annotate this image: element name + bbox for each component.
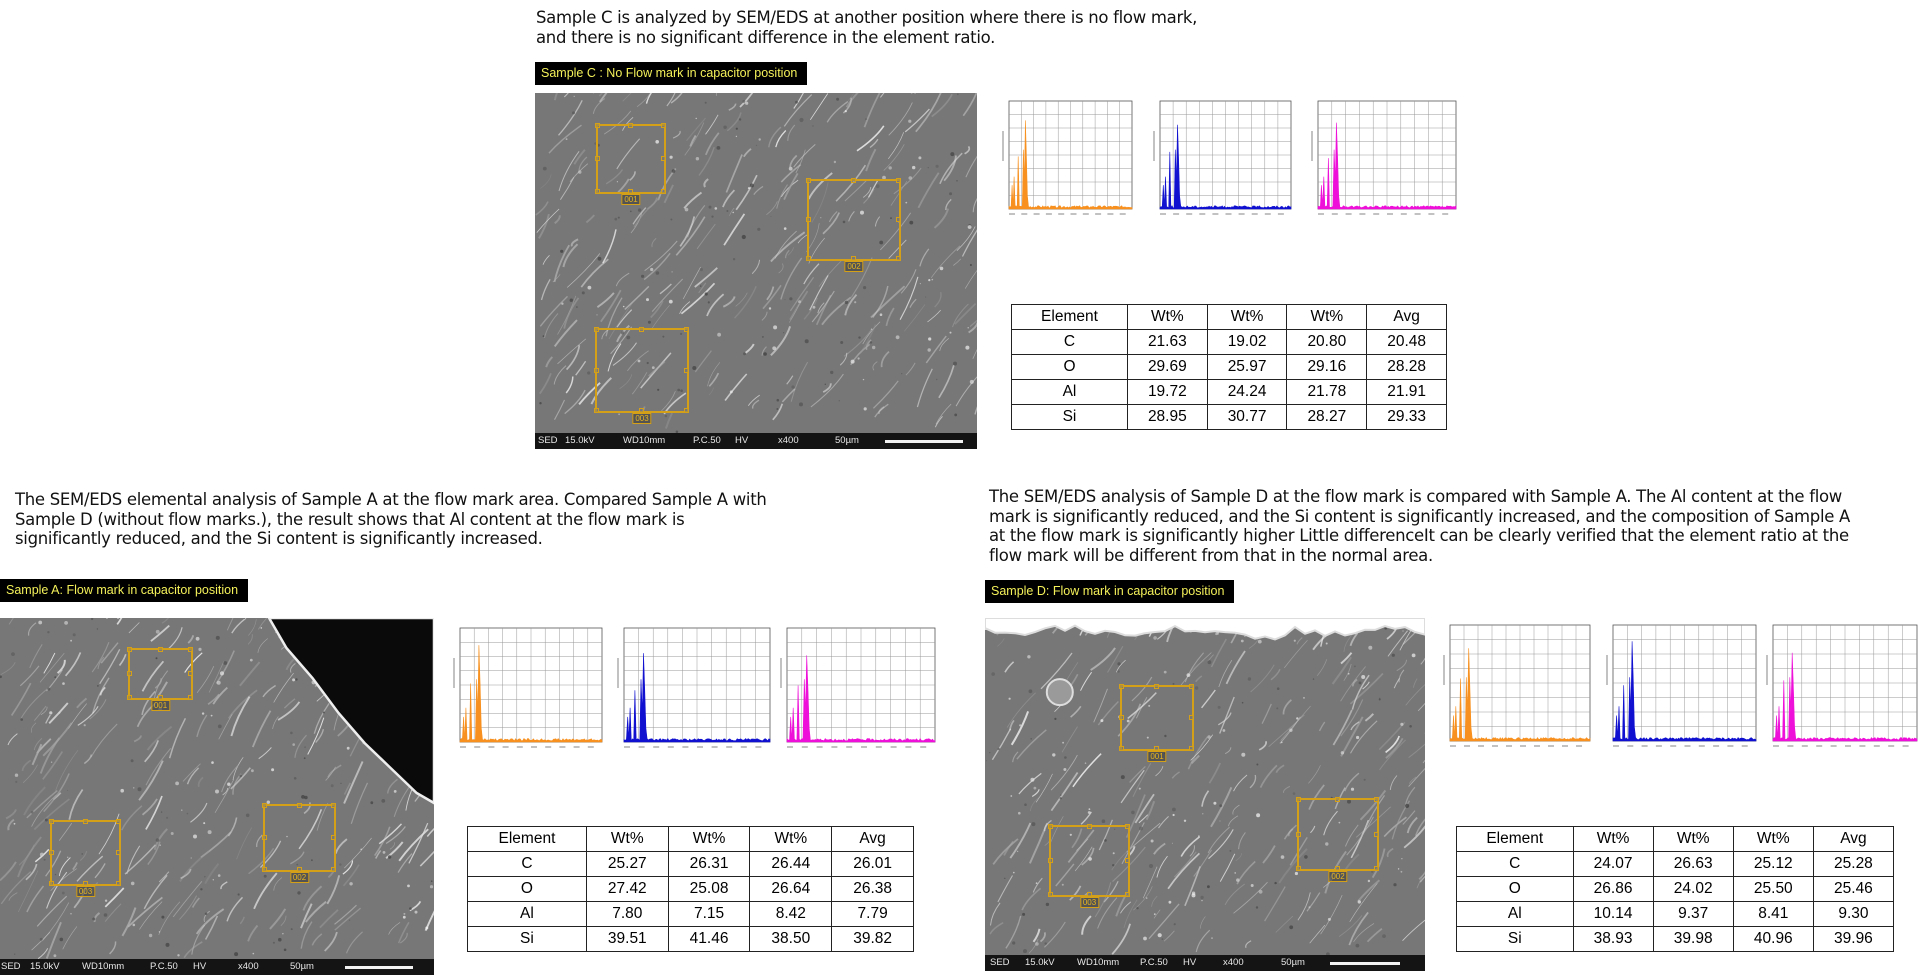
- sem-wd: WD10mm: [82, 961, 125, 972]
- sem-scale: 50µm: [290, 961, 314, 972]
- sem-mode: SED: [990, 957, 1010, 968]
- roi-handle: [116, 819, 121, 824]
- table-cell: Al: [1012, 380, 1128, 405]
- table-cell: 39.82: [832, 927, 914, 952]
- table-row: [1457, 852, 1894, 877]
- roi-box-2: [1297, 798, 1379, 881]
- sem-mode: SED: [1, 961, 21, 972]
- sem-hv: HV: [735, 435, 749, 446]
- sample-c-eds-table: [1011, 304, 1447, 430]
- sample-c-sem-image: [535, 93, 977, 449]
- table-cell: 25.46: [1813, 877, 1893, 902]
- paragraph-line: flow mark will be different from that in the normal area.: [989, 545, 1433, 565]
- sample-c-label: Sample C : No Flow mark in capacitor position: [535, 62, 807, 85]
- paragraph-line: Sample C is analyzed by SEM/EDS at another position where there is no flow mark,: [536, 8, 1198, 27]
- sem-info-bar: [0, 959, 434, 975]
- sem-scale: 50µm: [835, 435, 859, 446]
- table-cell: 10.14: [1573, 902, 1653, 927]
- roi-handle: [1296, 797, 1301, 802]
- table-row: [1012, 355, 1447, 380]
- table-cell: 20.80: [1287, 330, 1367, 355]
- roi-handle: [594, 368, 599, 373]
- roi-handle: [1189, 746, 1194, 751]
- roi-handle: [127, 695, 132, 700]
- roi-handle: [1087, 824, 1092, 829]
- column-header: Avg: [832, 827, 914, 852]
- sem-kv: 15.0kV: [565, 435, 595, 446]
- roi-box-2: [263, 804, 336, 882]
- sem-wd: WD10mm: [1077, 957, 1120, 968]
- roi-handle: [1119, 715, 1124, 720]
- roi-handle: [661, 189, 666, 194]
- column-header: Wt%: [1653, 827, 1733, 852]
- sample-a-label: Sample A: Flow mark in capacitor position: [0, 579, 248, 602]
- table-cell: 9.37: [1653, 902, 1733, 927]
- roi-handle: [806, 217, 811, 222]
- roi-handle: [1119, 746, 1124, 751]
- sample-d-description: [989, 487, 1850, 565]
- roi-handle: [628, 123, 633, 128]
- table-cell: 7.15: [668, 902, 750, 927]
- roi-handle: [896, 178, 901, 183]
- roi-handle: [83, 819, 88, 824]
- roi-handle: [1374, 866, 1379, 871]
- table-cell: 21.63: [1127, 330, 1207, 355]
- table-cell: 39.96: [1813, 927, 1893, 952]
- roi-handle: [806, 256, 811, 261]
- table-cell: 29.69: [1127, 355, 1207, 380]
- paragraph-line: and there is no significant difference in the element ratio.: [536, 27, 996, 47]
- sample-d-sem-image: [985, 618, 1425, 971]
- sem-pc: P.C.50: [150, 961, 178, 972]
- eds-spectrum-2: [1150, 93, 1295, 227]
- table-cell: 26.44: [750, 852, 832, 877]
- table-cell: Si: [1012, 405, 1128, 430]
- roi-tag: 001: [621, 194, 640, 205]
- table-cell: 7.79: [832, 902, 914, 927]
- column-header: Element: [468, 827, 587, 852]
- sem-kv: 15.0kV: [30, 961, 60, 972]
- table-cell: C: [1012, 330, 1128, 355]
- table-cell: C: [1457, 852, 1574, 877]
- table-cell: O: [1457, 877, 1574, 902]
- sem-info-bar: [985, 955, 1425, 971]
- roi-handle: [1154, 746, 1159, 751]
- sample-a-eds-table: [467, 826, 914, 952]
- roi-handle: [661, 123, 666, 128]
- roi-handle: [49, 881, 54, 886]
- roi-handle: [684, 327, 689, 332]
- table-cell: 30.77: [1207, 405, 1287, 430]
- table-cell: 26.86: [1573, 877, 1653, 902]
- roi-handle: [684, 368, 689, 373]
- roi-handle: [1087, 892, 1092, 897]
- sem-pc: P.C.50: [693, 435, 721, 446]
- roi-handle: [188, 647, 193, 652]
- table-cell: 38.93: [1573, 927, 1653, 952]
- table-cell: 25.28: [1813, 852, 1893, 877]
- column-header: Wt%: [1287, 305, 1367, 330]
- roi-handle: [628, 189, 633, 194]
- roi-tag: 002: [1328, 871, 1347, 882]
- roi-handle: [1154, 684, 1159, 689]
- column-header: Element: [1012, 305, 1128, 330]
- column-header: Avg: [1813, 827, 1893, 852]
- roi-handle: [896, 217, 901, 222]
- roi-box-3: [1049, 825, 1130, 907]
- sem-mag: x400: [238, 961, 259, 972]
- roi-handle: [1048, 858, 1053, 863]
- table-cell: 8.41: [1733, 902, 1813, 927]
- table-row: [468, 877, 914, 902]
- column-header: Wt%: [1573, 827, 1653, 852]
- column-header: Wt%: [586, 827, 668, 852]
- table-cell: 25.50: [1733, 877, 1813, 902]
- paragraph-line: mark is significantly reduced, and the Si content is significantly increased, and the composition of Sample A: [989, 506, 1851, 526]
- sem-mag: x400: [778, 435, 799, 446]
- roi-handle: [83, 881, 88, 886]
- eds-spectrum-3: [777, 620, 939, 760]
- roi-handle: [1125, 824, 1130, 829]
- table-cell: 41.46: [668, 927, 750, 952]
- roi-tag: 003: [632, 413, 651, 424]
- roi-handle: [49, 850, 54, 855]
- table-row: [468, 927, 914, 952]
- roi-tag: 001: [151, 700, 170, 711]
- table-cell: 20.48: [1367, 330, 1447, 355]
- roi-handle: [851, 178, 856, 183]
- sample-d-eds-table: [1456, 826, 1894, 952]
- sem-hv: HV: [193, 961, 207, 972]
- roi-handle: [1374, 832, 1379, 837]
- table-cell: 27.42: [586, 877, 668, 902]
- roi-handle: [158, 647, 163, 652]
- table-cell: 26.63: [1653, 852, 1733, 877]
- scale-bar: [1330, 962, 1400, 965]
- roi-handle: [806, 178, 811, 183]
- sem-hv: HV: [1183, 957, 1197, 968]
- sem-scale: 50µm: [1281, 957, 1305, 968]
- roi-handle: [262, 803, 267, 808]
- table-cell: 40.96: [1733, 927, 1813, 952]
- table-cell: C: [468, 852, 587, 877]
- roi-handle: [49, 819, 54, 824]
- eds-spectrum-1: [999, 93, 1136, 227]
- table-cell: Al: [1457, 902, 1574, 927]
- table-cell: 9.30: [1813, 902, 1893, 927]
- table-row: [468, 902, 914, 927]
- roi-tag: 001: [1147, 751, 1166, 762]
- column-header: Wt%: [1127, 305, 1207, 330]
- roi-handle: [1119, 684, 1124, 689]
- roi-handle: [595, 189, 600, 194]
- column-header: Wt%: [750, 827, 832, 852]
- roi-handle: [1048, 892, 1053, 897]
- sem-wd: WD10mm: [623, 435, 666, 446]
- table-cell: Si: [1457, 927, 1574, 952]
- column-header: Wt%: [668, 827, 750, 852]
- scale-bar: [345, 966, 413, 969]
- scale-bar: [885, 440, 963, 443]
- table-cell: 8.42: [750, 902, 832, 927]
- roi-handle: [297, 803, 302, 808]
- sample-a-description: [15, 490, 767, 549]
- table-header-row: [1457, 827, 1894, 852]
- paragraph-line: The SEM/EDS analysis of Sample D at the flow mark is compared with Sample A. The Al content at the flow: [989, 487, 1842, 506]
- column-header: Element: [1457, 827, 1574, 852]
- roi-handle: [1374, 797, 1379, 802]
- table-cell: 7.80: [586, 902, 668, 927]
- table-row: [1457, 927, 1894, 952]
- table-cell: 21.78: [1287, 380, 1367, 405]
- roi-handle: [116, 850, 121, 855]
- roi-handle: [127, 647, 132, 652]
- sample-d-label: Sample D: Flow mark in capacitor position: [985, 580, 1234, 603]
- table-cell: 29.33: [1367, 405, 1447, 430]
- table-cell: 38.50: [750, 927, 832, 952]
- table-cell: 25.12: [1733, 852, 1813, 877]
- table-cell: 26.64: [750, 877, 832, 902]
- roi-tag: 003: [76, 886, 95, 897]
- table-cell: 26.01: [832, 852, 914, 877]
- table-cell: O: [468, 877, 587, 902]
- table-row: [1012, 405, 1447, 430]
- table-row: [1457, 902, 1894, 927]
- roi-handle: [595, 123, 600, 128]
- sem-texture: [0, 618, 434, 975]
- column-header: Wt%: [1207, 305, 1287, 330]
- table-cell: 25.08: [668, 877, 750, 902]
- roi-box-1: [596, 124, 666, 204]
- roi-handle: [116, 881, 121, 886]
- roi-tag: 002: [844, 261, 863, 272]
- roi-handle: [1296, 832, 1301, 837]
- roi-handle: [331, 803, 336, 808]
- roi-box-2: [807, 179, 901, 271]
- sem-kv: 15.0kV: [1025, 957, 1055, 968]
- sample-a-sem-image: [0, 618, 434, 975]
- roi-handle: [1335, 797, 1340, 802]
- roi-handle: [188, 671, 193, 676]
- eds-spectrum-2: [1603, 617, 1760, 759]
- sem-mode: SED: [538, 435, 558, 446]
- table-cell: O: [1012, 355, 1128, 380]
- roi-handle: [158, 695, 163, 700]
- table-cell: 25.27: [586, 852, 668, 877]
- table-cell: 21.91: [1367, 380, 1447, 405]
- paragraph-line: at the flow mark is significantly higher Little differenceIt can be clearly verified that the element ratio at the: [989, 526, 1849, 545]
- table-cell: Al: [468, 902, 587, 927]
- roi-handle: [1189, 684, 1194, 689]
- eds-spectrum-3: [1763, 617, 1921, 759]
- table-cell: 26.31: [668, 852, 750, 877]
- table-row: [1012, 380, 1447, 405]
- table-cell: 28.95: [1127, 405, 1207, 430]
- table-header-row: [468, 827, 914, 852]
- table-cell: 24.02: [1653, 877, 1733, 902]
- table-cell: 29.16: [1287, 355, 1367, 380]
- roi-handle: [639, 408, 644, 413]
- sem-pc: P.C.50: [1140, 957, 1168, 968]
- roi-handle: [595, 156, 600, 161]
- roi-box-1: [128, 648, 193, 710]
- table-header-row: [1012, 305, 1447, 330]
- roi-handle: [188, 695, 193, 700]
- table-cell: 39.51: [586, 927, 668, 952]
- paragraph-line: significantly reduced, and the Si content is significantly increased.: [15, 529, 543, 548]
- roi-box-3: [595, 328, 689, 423]
- eds-spectrum-1: [450, 620, 606, 760]
- roi-handle: [1125, 858, 1130, 863]
- table-cell: 25.97: [1207, 355, 1287, 380]
- column-header: Avg: [1367, 305, 1447, 330]
- table-cell: 39.98: [1653, 927, 1733, 952]
- column-header: Wt%: [1733, 827, 1813, 852]
- table-row: [1457, 877, 1894, 902]
- roi-handle: [262, 867, 267, 872]
- roi-handle: [684, 408, 689, 413]
- table-row: [1012, 330, 1447, 355]
- eds-spectrum-1: [1440, 617, 1594, 759]
- eds-spectrum-3: [1308, 93, 1460, 227]
- sem-texture: [985, 618, 1425, 971]
- table-cell: 24.24: [1207, 380, 1287, 405]
- roi-handle: [1048, 824, 1053, 829]
- table-row: [468, 852, 914, 877]
- roi-handle: [1296, 866, 1301, 871]
- roi-handle: [1125, 892, 1130, 897]
- roi-handle: [896, 256, 901, 261]
- table-cell: 19.02: [1207, 330, 1287, 355]
- roi-handle: [661, 156, 666, 161]
- table-cell: 28.27: [1287, 405, 1367, 430]
- roi-handle: [851, 256, 856, 261]
- roi-handle: [127, 671, 132, 676]
- roi-handle: [297, 867, 302, 872]
- sample-c-description: [536, 8, 1197, 47]
- paragraph-line: Sample D (without flow marks.), the result shows that Al content at the flow mark is: [15, 509, 685, 529]
- roi-box-3: [50, 820, 121, 896]
- sem-info-bar: [535, 433, 977, 449]
- roi-handle: [639, 327, 644, 332]
- eds-spectrum-2: [614, 620, 774, 760]
- roi-handle: [594, 327, 599, 332]
- sem-mag: x400: [1223, 957, 1244, 968]
- roi-handle: [262, 835, 267, 840]
- roi-handle: [331, 867, 336, 872]
- roi-tag: 003: [1080, 897, 1099, 908]
- paragraph-line: The SEM/EDS elemental analysis of Sample A at the flow mark area. Compared Sample A with: [15, 490, 767, 509]
- table-cell: 19.72: [1127, 380, 1207, 405]
- table-cell: Si: [468, 927, 587, 952]
- table-cell: 24.07: [1573, 852, 1653, 877]
- roi-box-1: [1120, 685, 1194, 761]
- roi-handle: [594, 408, 599, 413]
- table-cell: 28.28: [1367, 355, 1447, 380]
- roi-tag: 002: [290, 872, 309, 883]
- roi-handle: [1189, 715, 1194, 720]
- table-cell: 26.38: [832, 877, 914, 902]
- roi-handle: [1335, 866, 1340, 871]
- roi-handle: [331, 835, 336, 840]
